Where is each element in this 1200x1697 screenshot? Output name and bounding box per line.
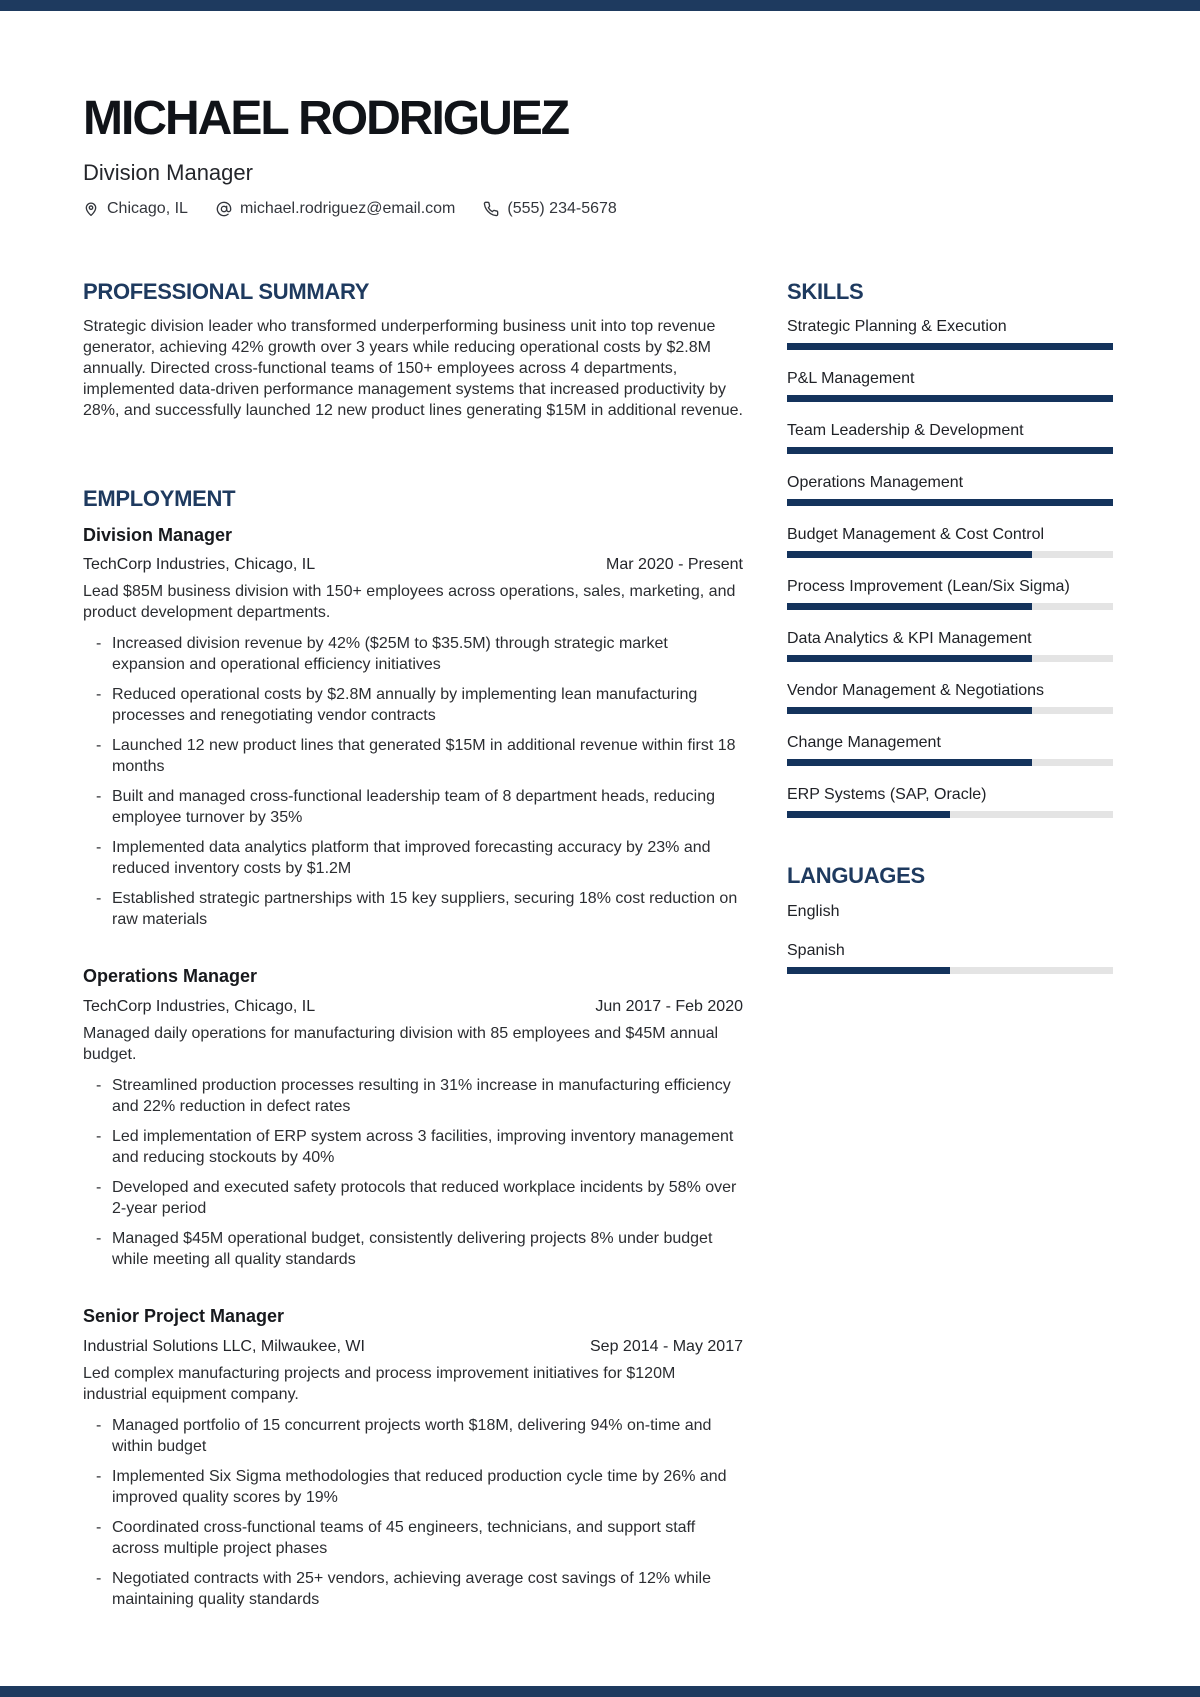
job-description: Managed daily operations for manufacturing division with 85 employees and $45M annual budget.	[83, 1025, 719, 1064]
skill-item-name: Operations Management	[787, 474, 964, 492]
candidate-title: Division Manager	[83, 160, 253, 185]
bullet-text: Launched 12 new product lines that generated $15M in additional revenue within first 18 months	[112, 737, 736, 776]
skill-item	[787, 628, 1113, 662]
phone-icon	[483, 201, 499, 217]
skill-item	[787, 524, 1113, 558]
contact-row	[83, 200, 1113, 218]
bottom-accent-bar	[0, 1686, 1200, 1697]
bullet-dash: -	[96, 1128, 102, 1146]
job-bullet-list	[83, 633, 743, 930]
job-title: Operations Manager	[83, 966, 258, 987]
skill-item-name: Change Management	[787, 734, 941, 752]
bullet-dash: -	[96, 686, 102, 704]
job-description: Lead $85M business division with 150+ employees across operations, sales, marketing, and product development departments.	[83, 583, 736, 622]
sidebar-column	[787, 280, 1113, 991]
skill-item	[787, 732, 1113, 766]
job-bullet-list	[83, 1075, 743, 1270]
job-bullet	[83, 1466, 743, 1508]
skill-item-bar	[787, 447, 1113, 454]
main-column	[83, 280, 743, 1619]
job-list	[83, 525, 743, 1611]
bullet-text: Established strategic partnerships with 15 key suppliers, securing 18% cost reduction on raw materials	[112, 890, 738, 929]
skill-item-bar-fill	[787, 499, 1113, 506]
job-entry	[83, 525, 743, 931]
job-bullet	[83, 1228, 743, 1270]
location-pin-icon	[83, 201, 99, 217]
bullet-dash: -	[96, 1230, 102, 1248]
skill-item-bar	[787, 655, 1113, 662]
bullet-dash: -	[96, 1417, 102, 1435]
employment-heading: EMPLOYMENT	[83, 486, 236, 512]
bullet-text: Coordinated cross-functional teams of 45 engineers, technicians, and support staff across multiple project phases	[112, 1519, 696, 1558]
language-item	[787, 901, 1113, 922]
skill-item-bar	[787, 811, 1113, 818]
skill-item-bar	[787, 603, 1113, 610]
skill-item	[787, 680, 1113, 714]
skill-item	[787, 368, 1113, 402]
at-sign-icon	[216, 201, 232, 217]
contact-item	[83, 200, 188, 218]
job-bullet	[83, 735, 743, 777]
job-title: Senior Project Manager	[83, 1306, 285, 1327]
skill-item-bar-fill	[787, 447, 1113, 454]
job-company: TechCorp Industries, Chicago, IL	[83, 556, 316, 574]
skill-item-name: ERP Systems (SAP, Oracle)	[787, 786, 987, 804]
language-item-bar	[787, 967, 1113, 974]
languages-heading: LANGUAGES	[787, 863, 925, 889]
bullet-text: Managed $45M operational budget, consistently delivering projects 8% under budget while meeting all quality standards	[112, 1230, 713, 1269]
skill-item-bar-fill	[787, 759, 1032, 766]
bullet-text: Developed and executed safety protocols that reduced workplace incidents by 58% over 2-year period	[112, 1179, 737, 1218]
skills-heading: SKILLS	[787, 279, 864, 305]
bullet-dash: -	[96, 1468, 102, 1486]
job-meta-row	[83, 997, 743, 1016]
skill-item-name: Budget Management & Cost Control	[787, 526, 1045, 544]
skill-item-name: Team Leadership & Development	[787, 422, 1024, 440]
contact-text: michael.rodriguez@email.com	[239, 200, 456, 218]
bullet-text: Managed portfolio of 15 concurrent projects worth $18M, delivering 94% on-time and within budget	[112, 1417, 712, 1456]
resume-columns	[83, 280, 1113, 1619]
job-bullet	[83, 1568, 743, 1610]
job-bullet	[83, 1126, 743, 1168]
summary-text: Strategic division leader who transformed underperforming business unit into top revenue generator, achieving 42% growth over 3 years while reducing operational costs by $2.8M annually. Directed cross-functional teams of 150+ employees across 4 departments, implemented data-driven performance management systems that increased productivity by 28%, and successfully launched 12 new product lines generating $15M in additional revenue.	[83, 318, 743, 420]
skill-item-bar-fill	[787, 655, 1032, 662]
skill-item-name: Vendor Management & Negotiations	[787, 682, 1045, 700]
contact-text: (555) 234-5678	[507, 200, 617, 218]
bullet-text: Built and managed cross-functional leadership team of 8 department heads, reducing employee turnover by 35%	[112, 788, 716, 827]
job-title: Division Manager	[83, 524, 233, 545]
language-item-name: Spanish	[787, 941, 845, 959]
skills-section	[787, 280, 1113, 818]
skill-item-bar-fill	[787, 395, 1113, 402]
skill-item-bar	[787, 707, 1113, 714]
skill-item	[787, 784, 1113, 818]
skill-item-name: Process Improvement (Lean/Six Sigma)	[787, 578, 1070, 596]
skill-item-name: Strategic Planning & Execution	[787, 318, 1007, 336]
job-dates: Mar 2020 - Present	[606, 556, 743, 574]
job-bullet	[83, 1177, 743, 1219]
language-item	[787, 940, 1113, 974]
bullet-dash: -	[96, 737, 102, 755]
job-dates: Sep 2014 - May 2017	[590, 1338, 743, 1356]
job-bullet	[83, 1415, 743, 1457]
job-company: Industrial Solutions LLC, Milwaukee, WI	[83, 1338, 365, 1356]
skill-item-bar	[787, 343, 1113, 350]
skill-item-bar-fill	[787, 811, 950, 818]
language-item-bar-fill	[787, 967, 950, 974]
skill-list	[787, 316, 1113, 818]
top-accent-bar	[0, 0, 1200, 11]
languages-section	[787, 864, 1113, 973]
bullet-dash: -	[96, 1519, 102, 1537]
bullet-dash: -	[96, 1077, 102, 1095]
job-dates: Jun 2017 - Feb 2020	[595, 998, 743, 1016]
job-meta-row	[83, 555, 743, 574]
summary-section	[83, 280, 743, 421]
job-bullet	[83, 837, 743, 879]
bullet-dash: -	[96, 788, 102, 806]
bullet-text: Streamlined production processes resulting in 31% increase in manufacturing efficiency and 22% reduction in defect rates	[112, 1077, 731, 1116]
bullet-dash: -	[96, 635, 102, 653]
candidate-name: MICHAEL RODRIGUEZ	[83, 92, 569, 145]
job-bullet-list	[83, 1415, 743, 1610]
resume-header	[83, 92, 1113, 218]
employment-section	[83, 487, 743, 1610]
contact-text: Chicago, IL	[107, 200, 188, 218]
job-entry	[83, 966, 743, 1270]
bullet-text: Led implementation of ERP system across 3 facilities, improving inventory management and reducing stockouts by 40%	[112, 1128, 734, 1167]
job-meta-row	[83, 1337, 743, 1356]
bullet-dash: -	[96, 1570, 102, 1588]
skill-item-bar	[787, 395, 1113, 402]
bullet-text: Implemented data analytics platform that improved forecasting accuracy by 23% and reduced inventory costs by $1.2M	[112, 839, 711, 878]
job-bullet	[83, 786, 743, 828]
bullet-text: Increased division revenue by 42% ($25M to $35.5M) through strategic market expansion and operational efficiency initiatives	[112, 635, 668, 674]
contact-item	[216, 200, 455, 218]
skill-item-bar	[787, 499, 1113, 506]
contact-item	[483, 200, 616, 218]
bullet-text: Implemented Six Sigma methodologies that reduced production cycle time by 26% and improved quality scores by 19%	[112, 1468, 727, 1507]
job-bullet	[83, 684, 743, 726]
skill-item-bar-fill	[787, 551, 1032, 558]
skill-item	[787, 576, 1113, 610]
skill-item-bar	[787, 551, 1113, 558]
skill-item	[787, 472, 1113, 506]
bullet-text: Reduced operational costs by $2.8M annually by implementing lean manufacturing processes and renegotiating vendor contracts	[112, 686, 698, 725]
job-description: Led complex manufacturing projects and process improvement initiatives for $120M industrial equipment company.	[83, 1365, 676, 1404]
job-bullet	[83, 1075, 743, 1117]
skill-item-bar	[787, 759, 1113, 766]
bullet-dash: -	[96, 1179, 102, 1197]
skill-item	[787, 316, 1113, 350]
skill-item-name: Data Analytics & KPI Management	[787, 630, 1032, 648]
bullet-dash: -	[96, 839, 102, 857]
job-entry	[83, 1306, 743, 1610]
job-company: TechCorp Industries, Chicago, IL	[83, 998, 316, 1016]
language-item-name: English	[787, 902, 840, 920]
skill-item-bar-fill	[787, 707, 1032, 714]
bullet-text: Negotiated contracts with 25+ vendors, achieving average cost savings of 12% while maintaining quality standards	[112, 1570, 712, 1609]
bullet-dash: -	[96, 890, 102, 908]
job-bullet	[83, 888, 743, 930]
skill-item-bar-fill	[787, 603, 1032, 610]
job-bullet	[83, 633, 743, 675]
job-bullet	[83, 1517, 743, 1559]
language-list	[787, 901, 1113, 974]
skill-item-bar-fill	[787, 343, 1113, 350]
summary-heading: PROFESSIONAL SUMMARY	[83, 279, 370, 305]
skill-item	[787, 420, 1113, 454]
skill-item-name: P&L Management	[787, 370, 915, 388]
